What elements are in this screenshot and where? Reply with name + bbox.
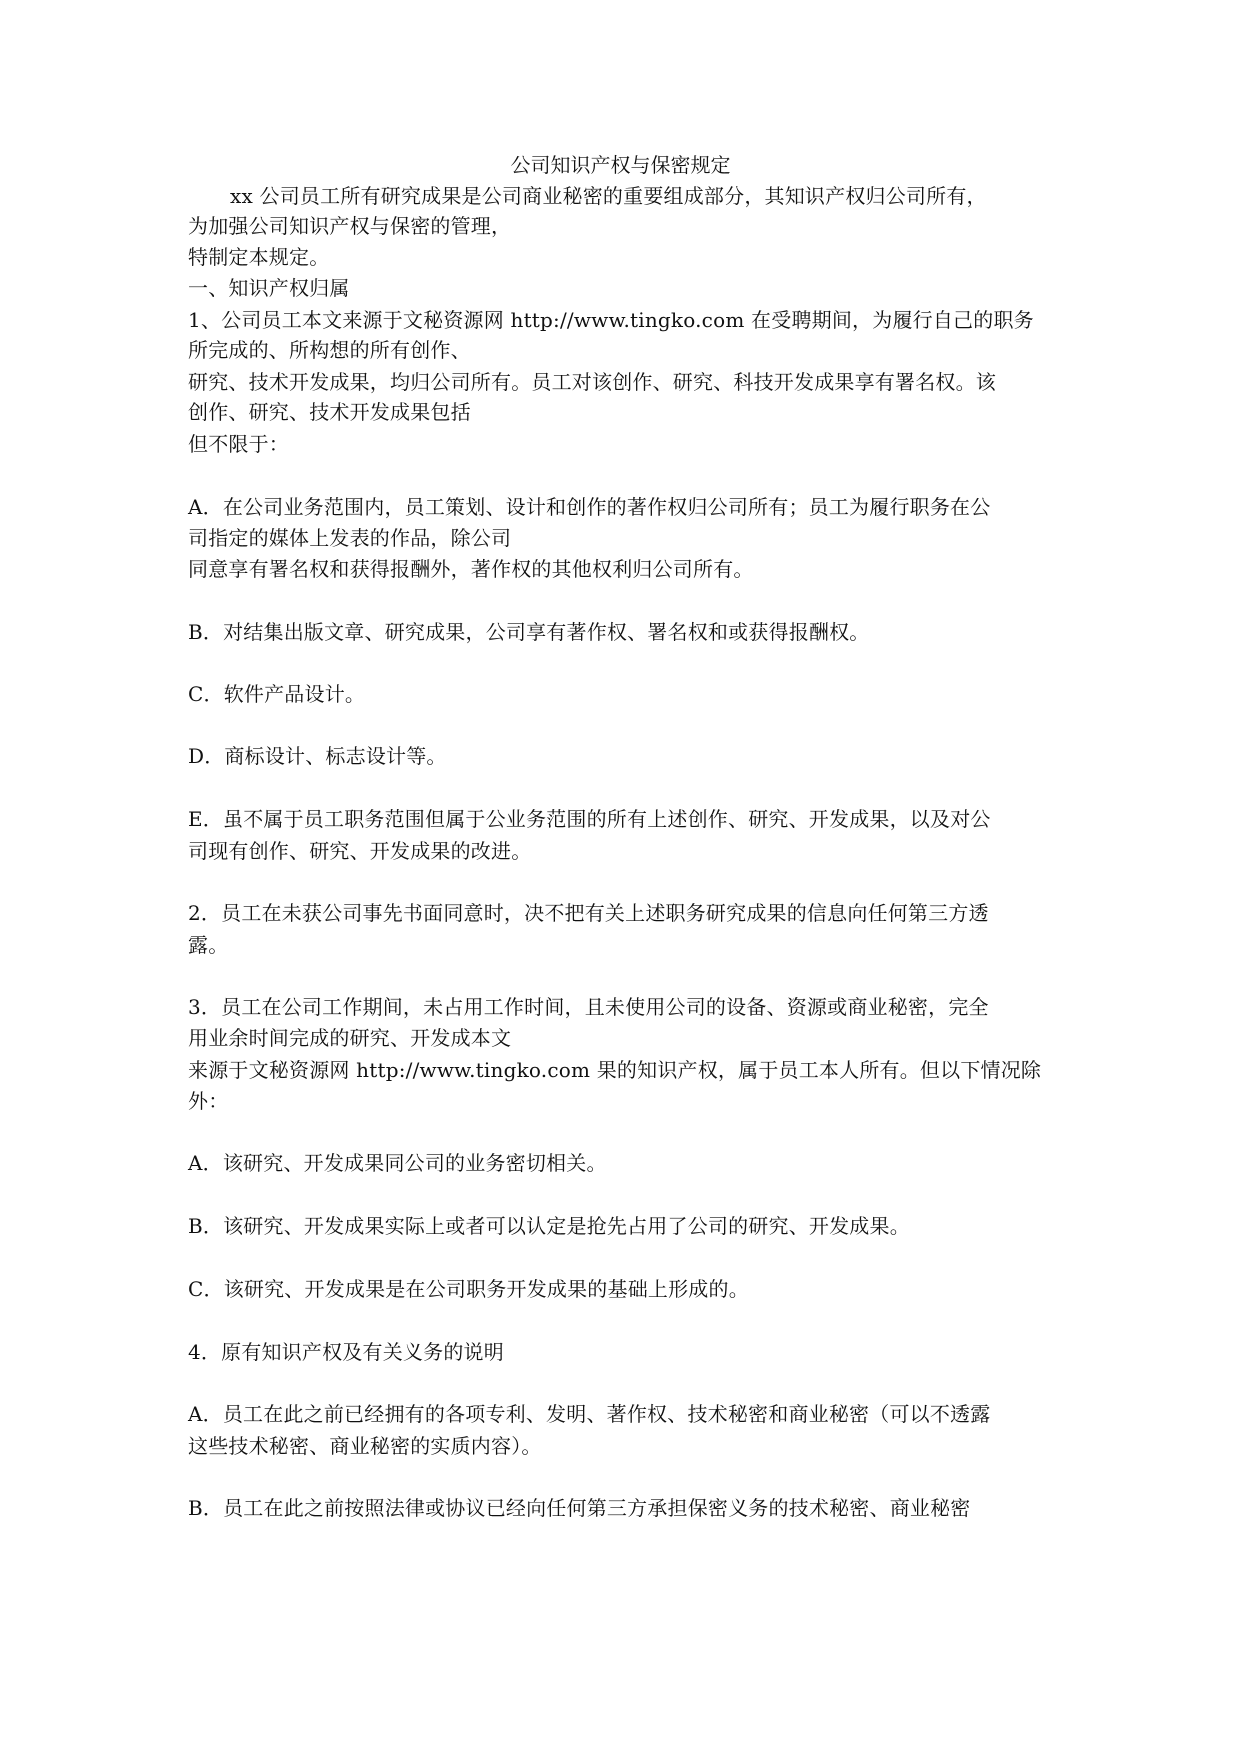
paragraph-line: A．该研究、开发成果同公司的业务密切相关。 xyxy=(188,1151,607,1175)
paragraph-line: 所完成的、所构想的所有创作、 xyxy=(188,338,471,362)
section-heading: 一、知识产权归属 xyxy=(188,276,350,300)
paragraph-line: D．商标设计、标志设计等。 xyxy=(188,744,447,768)
paragraph-line: E．虽不属于员工职务范围但属于公业务范围的所有上述创作、研究、开发成果，以及对公 xyxy=(188,807,991,831)
paragraph-line: 司现有创作、研究、开发成果的改进。 xyxy=(188,839,532,863)
paragraph-line: B．该研究、开发成果实际上或者可以认定是抢先占用了公司的研究、开发成果。 xyxy=(188,1214,910,1238)
paragraph-line: A．在公司业务范围内，员工策划、设计和创作的著作权归公司所有；员工为履行职务在公 xyxy=(188,495,991,519)
paragraph-line: 同意享有署名权和获得报酬外，著作权的其他权利归公司所有。 xyxy=(188,557,754,581)
paragraph-line: 但不限于： xyxy=(188,432,289,456)
paragraph-line: 特制定本规定。 xyxy=(188,245,330,269)
paragraph-line: 来源于文秘资源网 http://www.tingko.com 果的知识产权，属于员工本人所有。但以下情况除 xyxy=(188,1058,1042,1082)
paragraph-line: 创作、研究、技术开发成果包括 xyxy=(188,400,471,424)
paragraph-line: B．员工在此之前按照法律或协议已经向任何第三方承担保密义务的技术秘密、商业秘密 xyxy=(188,1496,971,1520)
paragraph-line: 2．员工在未获公司事先书面同意时，决不把有关上述职务研究成果的信息向任何第三方透 xyxy=(188,901,989,925)
paragraph-line: C．软件产品设计。 xyxy=(188,682,366,706)
paragraph-line: 用业余时间完成的研究、开发成本文 xyxy=(188,1026,512,1050)
paragraph-line: 研究、技术开发成果，均归公司所有。员工对该创作、研究、科技开发成果享有署名权。该 xyxy=(188,370,996,394)
paragraph-line: B．对结集出版文章、研究成果，公司享有著作权、署名权和或获得报酬权。 xyxy=(188,620,870,644)
paragraph-line: A．员工在此之前已经拥有的各项专利、发明、著作权、技术秘密和商业秘密（可以不透露 xyxy=(188,1402,991,1426)
paragraph-line: 司指定的媒体上发表的作品，除公司 xyxy=(188,526,512,550)
paragraph-line: 为加强公司知识产权与保密的管理， xyxy=(188,214,512,238)
paragraph-line: xx 公司员工所有研究成果是公司商业秘密的重要组成部分，其知识产权归公司所有， xyxy=(230,184,987,208)
paragraph-line: 露。 xyxy=(188,933,229,957)
paragraph-line: 1、公司员工本文来源于文秘资源网 http://www.tingko.com 在受聘期间，为履行自己的职务 xyxy=(188,308,1034,332)
paragraph-line: 外： xyxy=(188,1089,229,1113)
paragraph-line: 4．原有知识产权及有关义务的说明 xyxy=(188,1340,504,1364)
paragraph-line: C．该研究、开发成果是在公司职务开发成果的基础上形成的。 xyxy=(188,1277,749,1301)
paragraph-line: 3．员工在公司工作期间，未占用工作时间，且未使用公司的设备、资源或商业秘密，完全 xyxy=(188,995,989,1019)
document-title: 公司知识产权与保密规定 xyxy=(510,153,731,177)
paragraph-line: 这些技术秘密、商业秘密的实质内容）。 xyxy=(188,1434,542,1458)
